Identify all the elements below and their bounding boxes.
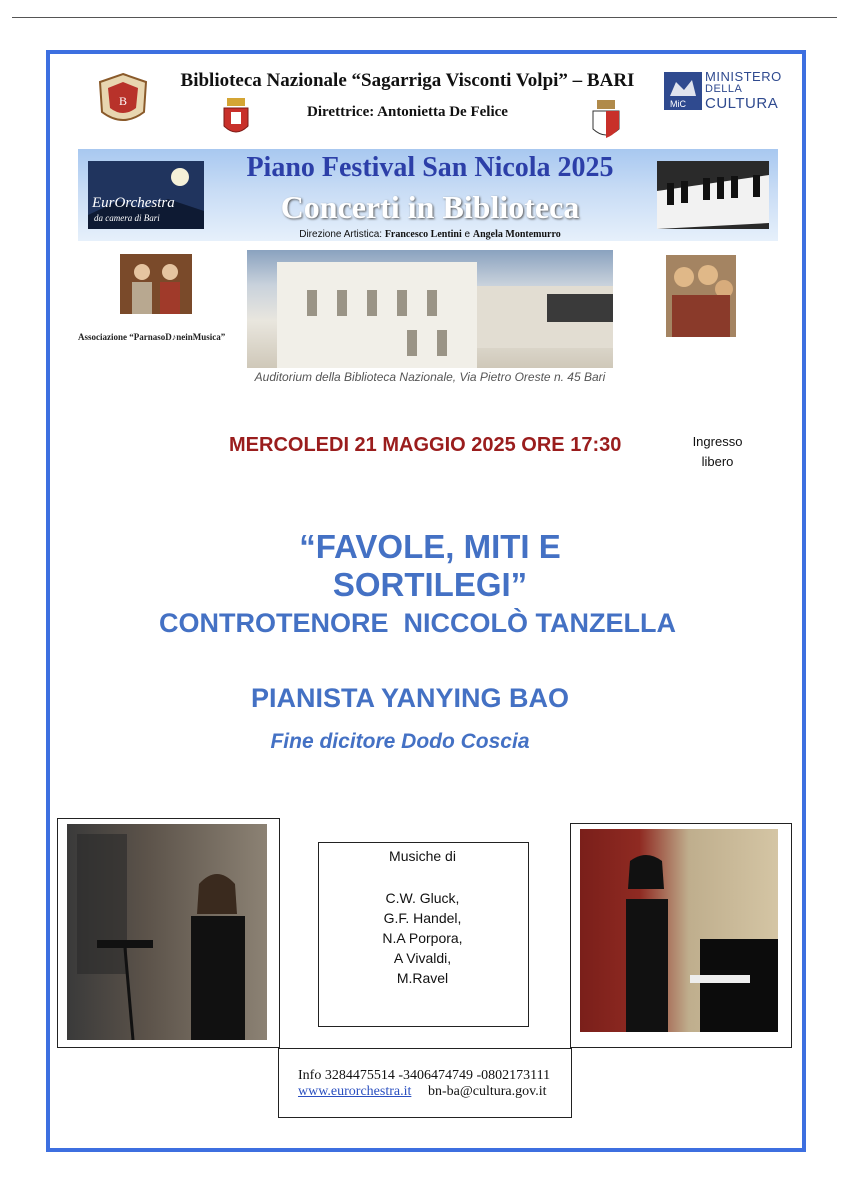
pianist-photo (580, 829, 778, 1032)
program-heading: Musiche di (389, 848, 456, 864)
piano-keys-icon (657, 161, 769, 229)
building-facade-icon (247, 250, 613, 368)
festival-title: Piano Festival San Nicola 2025 (246, 152, 614, 183)
contact-email: bn-ba@cultura.gov.it (428, 1084, 547, 1099)
list-item: C.W. Gluck, (385, 890, 460, 906)
city-crest-icon (590, 98, 622, 142)
contact-phones: Info 3284475514 -3406474749 -0802173111 (298, 1068, 551, 1083)
performer-countertenor: CONTROTENORE NICCOLÒ TANZELLA (159, 608, 676, 638)
website-link[interactable]: www.eurorchestra.it (298, 1084, 412, 1099)
renaissance-painting-left (120, 254, 192, 314)
list-item: N.A Porpora, (382, 930, 463, 946)
orchestra-logo (88, 161, 204, 229)
orchestra-name: EurOrchestra (92, 195, 175, 211)
painting-figures-icon (120, 254, 192, 314)
top-rule (12, 17, 837, 18)
festival-subtitle: Concerti in Biblioteca (280, 189, 580, 225)
library-title: Biblioteca Nazionale “Sagarriga Visconti Volpi” – BARI (180, 70, 635, 91)
region-crest-icon (221, 96, 251, 140)
countertenor-photo (67, 824, 267, 1040)
pianist-figure-icon (580, 829, 778, 1032)
library-crest-icon (96, 72, 150, 128)
piano-keys-image (657, 161, 769, 229)
orchestra-tagline: da camera di Bari (94, 213, 160, 223)
venue-caption: Auditorium della Biblioteca Nazionale, Via Pietro Oreste n. 45 Bari (254, 370, 606, 384)
association-name: Associazione “ParnasoD♪neinMusica” (78, 332, 226, 342)
artistic-direction: Direzione Artistica: Francesco Lentini e Angela Montemurro (299, 229, 561, 240)
list-item: A Vivaldi, (393, 950, 452, 966)
performer-narrator: Fine dicitore Dodo Coscia (270, 730, 530, 753)
entry-info: Ingresso libero (692, 434, 743, 469)
event-date: MERCOLEDI 21 MAGGIO 2025 ORE 17:30 (229, 434, 622, 456)
angel-choir-icon (666, 255, 736, 337)
renaissance-painting-right (666, 255, 736, 337)
director-line: Direttrice: Antonietta De Felice (307, 104, 508, 120)
performer-pianist: PIANISTA YANYING BAO (250, 683, 570, 713)
library-building-photo (247, 250, 613, 368)
ministry-logo-icon (664, 72, 702, 110)
list-item: G.F. Handel, (383, 910, 462, 926)
ministry-logo-text: MINISTERO DELLA CULTURA (705, 69, 782, 112)
ministry-mark: MiC (670, 99, 686, 109)
composer-list (318, 888, 527, 988)
singer-figure-icon (67, 824, 267, 1040)
svg-text:B: B (118, 94, 128, 108)
concert-title: “FAVOLE, MITI E SORTILEGI” (299, 528, 561, 603)
list-item: M.Ravel (396, 970, 449, 986)
